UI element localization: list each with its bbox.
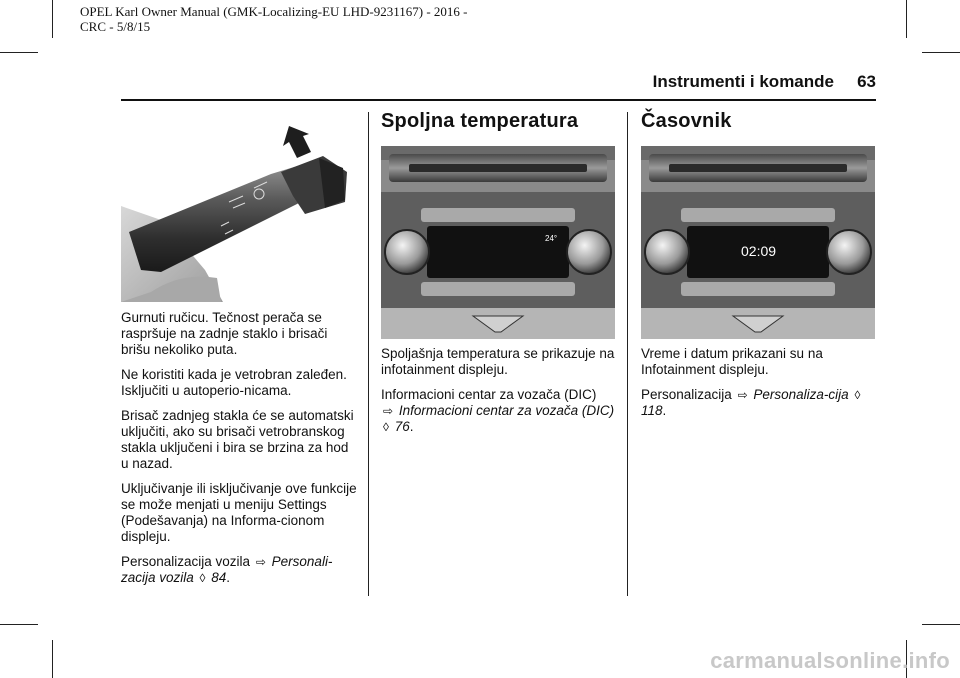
column-2-text bbox=[381, 346, 617, 444]
crop-mark bbox=[52, 640, 53, 678]
page-reference[interactable]: 118 bbox=[641, 403, 663, 418]
cross-reference-link[interactable]: Informacioni centar za vozača (DIC) bbox=[398, 403, 615, 418]
column-1-text bbox=[121, 310, 357, 595]
section-title: Instrumenti i komande bbox=[652, 72, 834, 91]
crop-mark bbox=[0, 52, 38, 53]
page-number: 63 bbox=[857, 72, 876, 91]
heading-clock: Časovnik bbox=[641, 110, 732, 132]
infotainment-temperature-illustration bbox=[381, 146, 615, 339]
paragraph bbox=[641, 387, 875, 419]
text-span: . bbox=[409, 419, 414, 434]
wiper-stalk-illustration bbox=[121, 122, 357, 302]
column-divider bbox=[368, 112, 369, 596]
page-reference-icon: ◊ bbox=[199, 571, 206, 585]
text-span: . bbox=[226, 570, 231, 585]
heading-outside-temperature: Spoljna temperatura bbox=[381, 110, 579, 132]
page-reference[interactable]: 84 bbox=[211, 570, 227, 585]
paragraph: Brisač zadnjeg stakla će se automatski uključiti, ako su brisači vetrobranskog stakla uključeni i bira se brzina za hod u nazad. bbox=[121, 408, 354, 471]
paragraph: Uključivanje ili isključivanje ove funkcije se može menjati u meniju Settings (Podešavanja) na Informa-cionom displeju. bbox=[121, 481, 357, 544]
crop-mark bbox=[922, 624, 960, 625]
crop-mark bbox=[906, 0, 907, 38]
clock-readout: 02:09 bbox=[741, 243, 777, 259]
cross-reference-arrow-icon: ⇨ bbox=[737, 388, 748, 402]
paragraph: Spoljašnja temperatura se prikazuje na infotainment displeju. bbox=[381, 346, 615, 377]
document-meta bbox=[80, 4, 560, 34]
cross-reference-link[interactable]: Personaliza-cija bbox=[753, 387, 849, 402]
text-span: . bbox=[662, 403, 667, 418]
meta-line-2: CRC - 5/8/15 bbox=[80, 19, 151, 34]
text-span: Personalizacija bbox=[641, 387, 732, 402]
crop-mark bbox=[922, 52, 960, 53]
paragraph: Gurnuti ručicu. Tečnost perača se raspršuje na zadnje staklo i brisači brišu nekoliko puta. bbox=[121, 310, 328, 357]
crop-mark bbox=[52, 0, 53, 38]
page-reference-icon: ◊ bbox=[383, 420, 389, 434]
text-span: Informacioni centar za vozača (DIC) bbox=[381, 387, 597, 402]
cross-reference-arrow-icon: ⇨ bbox=[383, 404, 394, 418]
header-rule bbox=[121, 99, 876, 101]
column-divider bbox=[627, 112, 628, 596]
temperature-readout: 24° bbox=[545, 234, 558, 243]
paragraph: Vreme i datum prikazani su na Infotainment displeju. bbox=[641, 346, 823, 377]
crop-mark bbox=[0, 624, 38, 625]
meta-line-1: OPEL Karl Owner Manual (GMK-Localizing-EU LHD-9231167) - 2016 - bbox=[80, 4, 468, 19]
column-3-text bbox=[641, 346, 875, 428]
page-reference-icon: ◊ bbox=[854, 388, 861, 402]
paragraph bbox=[121, 554, 357, 586]
watermark-text: carmanualsonline.info bbox=[710, 648, 950, 673]
cross-reference-arrow-icon: ⇨ bbox=[255, 555, 266, 569]
infotainment-clock-illustration bbox=[641, 146, 875, 339]
cross-reference-link[interactable]: Personali-zacija vozila bbox=[121, 554, 333, 585]
paragraph: Ne koristiti kada je vetrobran zaleđen. Isključiti u autoperio-nicama. bbox=[121, 367, 347, 398]
paragraph bbox=[381, 387, 617, 435]
text-span: Personalizacija vozila bbox=[121, 554, 251, 569]
page-reference[interactable]: 76 bbox=[394, 419, 410, 434]
